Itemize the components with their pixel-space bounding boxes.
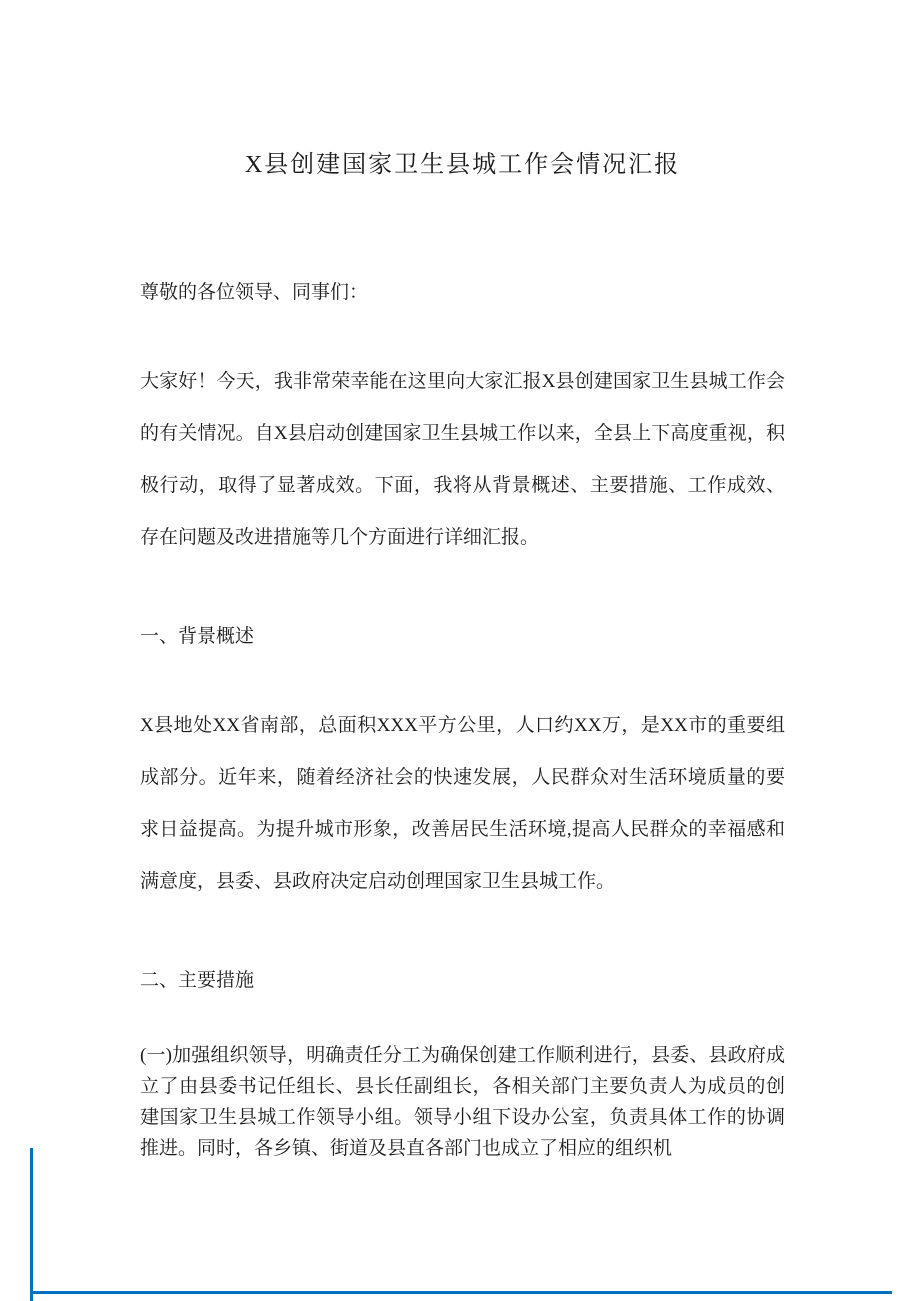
section-2-heading: 二、主要措施 — [140, 970, 255, 991]
intro-paragraph: 大家好！今天，我非常荣幸能在这里向大家汇报X县创建国家卫生县城工作会的有关情况。自X县启动创建国家卫生县城工作以来，全县上下高度重视，积极行动，取得了显著成效。下面，我将从背景概述、主要措施、工作成效、存在问题及改进措施等几个方面进行详细汇报。 — [140, 371, 785, 548]
document-title: X县创建国家卫生县城工作会情况汇报 — [244, 152, 681, 178]
document-page — [140, 148, 785, 1164]
page-frame-left-border — [30, 1148, 33, 1301]
section-1-heading: 一、背景概述 — [140, 626, 255, 647]
section-2-paragraph: (一)加强组织领导，明确责任分工为确保创建工作顺利进行，县委、县政府成立了由县委书记任组长、县长任副组长，各相关部门主要负责人为成员的创建国家卫生县城工作领导小组。领导小组下设办公室，负责具体工作的协调推进。同时，各乡镇、街道及县直各部门也成立了相应的组织机 — [140, 1045, 785, 1159]
section-1-paragraph: X县地处XX省南部，总面积XXX平方公里，人口约XX万，是XX市的重要组成部分。近年来，随着经济社会的快速发展，人民群众对生活环境质量的要求日益提高。为提升城市形象，改善居民生活环境,提高人民群众的幸福感和满意度，县委、县政府决定启动创理国家卫生县城工作。 — [140, 715, 785, 892]
page-frame-bottom-border — [30, 1291, 892, 1294]
salutation-paragraph: 尊敬的各位领导、同事们： — [140, 282, 369, 303]
